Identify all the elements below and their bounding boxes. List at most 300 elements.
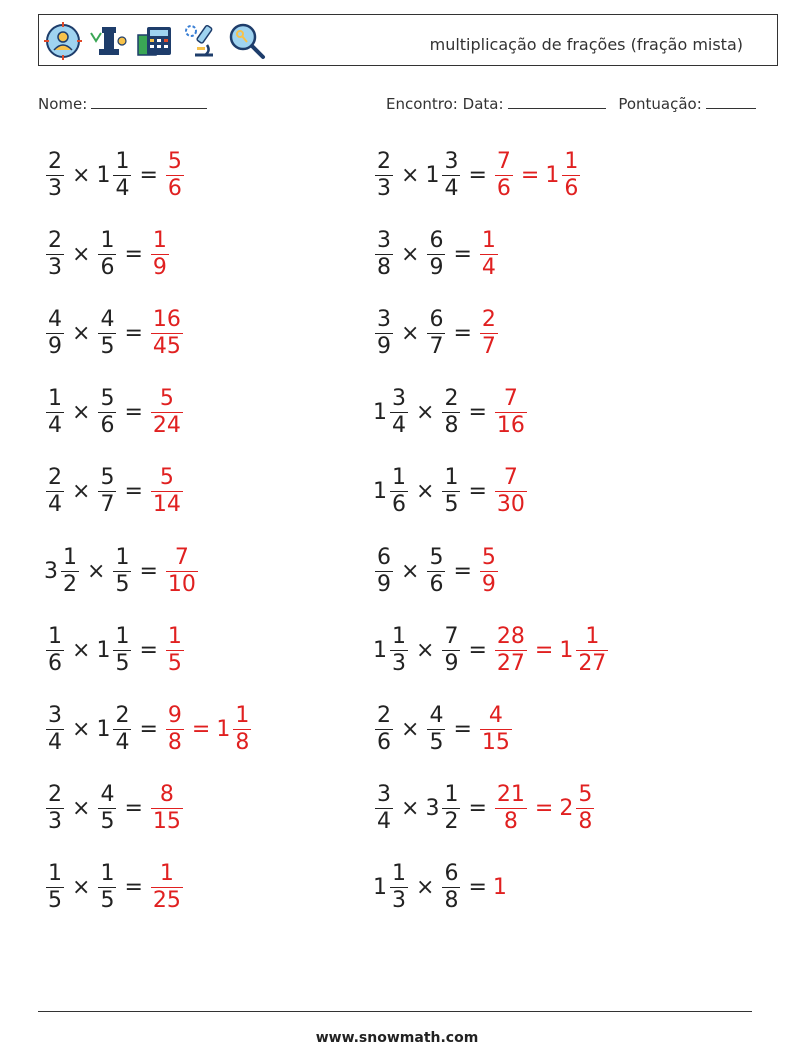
answer-fraction xyxy=(576,624,608,677)
answer-fraction xyxy=(480,703,512,756)
equals-sign: = xyxy=(468,162,487,188)
factor-b-denominator: 5 xyxy=(444,492,459,518)
answer-denominator: 27 xyxy=(578,650,607,676)
score-blank[interactable] xyxy=(706,94,756,109)
factor-a-denominator: 4 xyxy=(48,413,62,439)
answer-number xyxy=(149,386,185,439)
header-icons xyxy=(43,19,267,63)
problem-item xyxy=(373,779,596,839)
equals-sign: = xyxy=(453,716,472,742)
factor-a-fraction xyxy=(46,624,64,677)
answer-numerator: 5 xyxy=(159,465,174,491)
answer-fraction xyxy=(495,782,527,835)
factor-b-denominator: 5 xyxy=(429,729,444,755)
answer xyxy=(478,545,500,598)
factor-a-numerator: 1 xyxy=(48,386,62,412)
factor-a-denominator: 4 xyxy=(392,413,406,439)
factor-b-number xyxy=(96,149,133,202)
factor-b-number xyxy=(96,307,118,360)
factor-a-number xyxy=(373,703,395,756)
equals-sign: = xyxy=(453,241,472,267)
answer-number xyxy=(493,782,529,835)
factor-b-numerator: 1 xyxy=(100,861,115,887)
factor-b-denominator: 2 xyxy=(444,809,459,835)
worksheet-title: multiplicação de frações (fração mista) xyxy=(429,35,743,54)
problem-item xyxy=(373,303,500,363)
answer-numerator: 9 xyxy=(167,702,182,728)
answer-equals-sign: = xyxy=(534,796,554,822)
answer-numerator: 1 xyxy=(152,227,167,253)
factor-b-fraction xyxy=(98,782,116,835)
times-sign: × xyxy=(416,479,435,505)
times-sign: × xyxy=(401,241,420,267)
answer-numerator: 5 xyxy=(578,782,593,808)
answer-whole: 1 xyxy=(545,162,560,188)
equals-sign: = xyxy=(468,875,487,901)
answer-number xyxy=(149,782,185,835)
answer xyxy=(149,861,185,914)
factor-a-number xyxy=(373,307,395,360)
answer-number xyxy=(493,875,508,900)
answer-denominator: 9 xyxy=(152,254,167,280)
factor-a-number xyxy=(44,228,66,281)
problem-item xyxy=(44,145,186,205)
chess-rook-icon xyxy=(89,21,129,61)
answer-whole: 1 xyxy=(559,637,574,663)
times-sign: × xyxy=(72,479,91,505)
factor-a-number xyxy=(44,861,66,914)
equals-sign: = xyxy=(124,400,143,426)
factor-b-number xyxy=(111,545,133,598)
factor-b-fraction xyxy=(98,307,116,360)
equals-sign: = xyxy=(468,479,487,505)
factor-a-fraction xyxy=(46,861,64,914)
factor-b-whole: 1 xyxy=(425,162,440,188)
answer-numerator: 8 xyxy=(159,782,174,808)
factor-b-numerator: 5 xyxy=(100,386,115,412)
factor-a-number xyxy=(44,545,81,598)
equals-sign: = xyxy=(453,320,472,346)
factor-b-numerator: 1 xyxy=(444,782,459,808)
answer-numerator: 1 xyxy=(564,148,579,174)
factor-b-whole: 1 xyxy=(96,162,111,188)
factor-b-denominator: 8 xyxy=(444,413,459,439)
factor-a-numerator: 2 xyxy=(48,465,62,491)
factor-a-whole: 1 xyxy=(373,400,387,426)
answer-number xyxy=(545,149,582,202)
factor-b-denominator: 6 xyxy=(429,571,444,597)
answer-denominator: 6 xyxy=(167,175,182,201)
problem-item xyxy=(373,145,582,205)
factor-b-numerator: 1 xyxy=(115,544,130,570)
problem-item xyxy=(373,541,500,601)
factor-a-denominator: 3 xyxy=(48,254,62,280)
answer-denominator: 16 xyxy=(496,413,525,439)
equals-sign: = xyxy=(453,558,472,584)
equals-sign: = xyxy=(139,162,158,188)
factor-a-fraction xyxy=(375,703,393,756)
answer xyxy=(493,624,610,677)
factor-b-number xyxy=(440,386,462,439)
factor-a-numerator: 2 xyxy=(377,702,391,728)
factor-a-fraction xyxy=(390,861,408,914)
problem-item xyxy=(44,303,185,363)
encounter-fields xyxy=(386,94,756,113)
factor-b-numerator: 1 xyxy=(115,623,130,649)
problem-item xyxy=(373,858,508,918)
magnifier-icon xyxy=(227,21,267,61)
factor-a-whole: 1 xyxy=(373,479,387,505)
answer xyxy=(164,624,186,677)
factor-a-denominator: 6 xyxy=(392,492,406,518)
answer-fraction xyxy=(495,624,527,677)
answer-number xyxy=(164,703,186,756)
factor-a-numerator: 3 xyxy=(392,386,406,412)
factor-b-numerator: 7 xyxy=(444,623,459,649)
times-sign: × xyxy=(72,637,91,663)
problem-item xyxy=(44,462,185,522)
answer xyxy=(164,149,186,202)
factor-a-numerator: 1 xyxy=(392,861,406,887)
problem-item xyxy=(373,462,529,522)
answer-fraction xyxy=(233,703,251,756)
factor-a-denominator: 9 xyxy=(377,333,391,359)
answer-numerator: 4 xyxy=(488,702,503,728)
factor-b-fraction xyxy=(442,465,460,518)
factor-b-number xyxy=(425,703,447,756)
factor-b-number xyxy=(96,228,118,281)
answer-fraction xyxy=(480,307,498,360)
factor-a-denominator: 3 xyxy=(377,175,391,201)
answer-numerator: 1 xyxy=(235,702,250,728)
factor-a-denominator: 9 xyxy=(48,333,62,359)
factor-b-fraction xyxy=(113,703,131,756)
answer xyxy=(149,228,171,281)
answer-fraction xyxy=(480,545,498,598)
factor-b-numerator: 6 xyxy=(429,306,444,332)
factor-b-number xyxy=(425,307,447,360)
factor-b-fraction xyxy=(442,386,460,439)
answer-numerator: 21 xyxy=(496,782,525,808)
factor-b-number xyxy=(96,386,118,439)
factor-b-numerator: 4 xyxy=(100,782,115,808)
factor-a-fraction xyxy=(46,703,64,756)
answer-numerator: 7 xyxy=(496,148,511,174)
factor-b-fraction xyxy=(442,861,460,914)
factor-a-denominator: 3 xyxy=(48,809,62,835)
answer-numerator: 28 xyxy=(496,623,525,649)
answer-numerator: 7 xyxy=(174,544,189,570)
factor-a-numerator: 2 xyxy=(48,782,62,808)
factor-b-numerator: 1 xyxy=(115,148,130,174)
answer-number xyxy=(478,307,500,360)
factor-b-numerator: 4 xyxy=(100,306,115,332)
answer xyxy=(149,307,185,360)
times-sign: × xyxy=(401,716,420,742)
answer-whole: 1 xyxy=(492,875,507,901)
factor-b-denominator: 7 xyxy=(429,333,444,359)
answer-number xyxy=(149,307,185,360)
factor-a-number xyxy=(44,386,66,439)
answer-number xyxy=(493,386,529,439)
factor-b-number xyxy=(425,228,447,281)
factor-a-numerator: 1 xyxy=(48,861,62,887)
factor-b-number xyxy=(96,703,133,756)
problem-item xyxy=(44,541,200,601)
factor-b-fraction xyxy=(427,228,445,281)
factor-b-fraction xyxy=(98,465,116,518)
answer-denominator: 14 xyxy=(152,492,181,518)
answer-fraction xyxy=(576,782,594,835)
factor-a-number xyxy=(373,149,395,202)
factor-a-denominator: 3 xyxy=(392,888,406,914)
equals-sign: = xyxy=(124,241,143,267)
factor-a-denominator: 6 xyxy=(48,650,62,676)
answer-fraction xyxy=(166,703,184,756)
times-sign: × xyxy=(401,320,420,346)
answer-fraction xyxy=(495,386,527,439)
factor-b-denominator: 5 xyxy=(100,333,115,359)
factor-b-numerator: 5 xyxy=(429,544,444,570)
equals-sign: = xyxy=(468,637,487,663)
answer-number xyxy=(216,703,253,756)
factor-b-fraction xyxy=(113,624,131,677)
factor-a-fraction xyxy=(375,307,393,360)
factor-a-fraction xyxy=(375,782,393,835)
answer-denominator: 6 xyxy=(496,175,511,201)
user-target-icon xyxy=(43,21,83,61)
name-label: Nome: xyxy=(38,95,88,113)
factor-b-numerator: 2 xyxy=(444,386,459,412)
factor-a-number xyxy=(44,149,66,202)
factor-b-numerator: 5 xyxy=(100,465,115,491)
factor-b-numerator: 1 xyxy=(100,227,115,253)
problem-item xyxy=(44,620,186,680)
factor-b-denominator: 5 xyxy=(100,809,115,835)
factor-b-fraction xyxy=(427,545,445,598)
factor-b-fraction xyxy=(98,861,116,914)
answer-number xyxy=(478,703,514,756)
answer-whole: 2 xyxy=(559,796,574,822)
factor-b-number xyxy=(425,545,447,598)
answer-number xyxy=(164,624,186,677)
answer-denominator: 4 xyxy=(481,254,496,280)
factor-b-denominator: 7 xyxy=(100,492,115,518)
answer-number xyxy=(493,624,529,677)
answer-number xyxy=(164,149,186,202)
factor-a-number xyxy=(44,465,66,518)
equals-sign: = xyxy=(468,400,487,426)
factor-a-numerator: 1 xyxy=(392,623,406,649)
date-label: Data: xyxy=(462,95,504,113)
factor-b-fraction xyxy=(113,545,131,598)
factor-a-fraction xyxy=(390,465,408,518)
factor-a-number xyxy=(373,624,410,677)
equals-sign: = xyxy=(468,796,487,822)
answer-fraction xyxy=(151,782,183,835)
factor-b-fraction xyxy=(427,307,445,360)
factor-a-whole: 1 xyxy=(373,875,387,901)
factor-a-denominator: 4 xyxy=(377,809,391,835)
factor-b-denominator: 9 xyxy=(444,650,459,676)
microscope-icon xyxy=(181,21,221,61)
answer-denominator: 10 xyxy=(167,571,196,597)
answer-denominator: 15 xyxy=(481,729,510,755)
answer xyxy=(164,545,200,598)
factor-a-whole: 3 xyxy=(44,558,58,584)
footer-url: www.snowmath.com xyxy=(315,1030,479,1046)
factor-a-numerator: 4 xyxy=(48,306,62,332)
answer-denominator: 7 xyxy=(481,333,496,359)
factor-a-number xyxy=(44,782,66,835)
factor-a-numerator: 1 xyxy=(392,465,406,491)
factor-b-denominator: 6 xyxy=(100,413,115,439)
factor-a-fraction xyxy=(46,386,64,439)
factor-b-fraction xyxy=(442,782,460,835)
answer-denominator: 8 xyxy=(578,809,593,835)
answer xyxy=(478,703,514,756)
answer xyxy=(493,386,529,439)
factor-b-number xyxy=(96,861,118,914)
answer xyxy=(493,149,582,202)
answer-numerator: 2 xyxy=(481,306,496,332)
times-sign: × xyxy=(416,637,435,663)
factor-a-denominator: 8 xyxy=(377,254,391,280)
answer-numerator: 1 xyxy=(585,623,600,649)
factor-b-fraction xyxy=(427,703,445,756)
answer-numerator: 5 xyxy=(167,148,182,174)
factor-a-fraction xyxy=(46,307,64,360)
factor-a-number xyxy=(373,545,395,598)
answer-denominator: 6 xyxy=(564,175,579,201)
equals-sign: = xyxy=(139,716,158,742)
factor-a-numerator: 1 xyxy=(63,544,77,570)
factor-b-denominator: 4 xyxy=(115,175,130,201)
factor-b-numerator: 6 xyxy=(429,227,444,253)
date-blank[interactable] xyxy=(508,94,606,109)
answer-fraction xyxy=(151,465,183,518)
factor-a-denominator: 9 xyxy=(377,571,391,597)
factor-b-number xyxy=(425,149,462,202)
factor-a-numerator: 3 xyxy=(377,306,391,332)
factor-b-fraction xyxy=(442,149,460,202)
equals-sign: = xyxy=(124,320,143,346)
factor-b-numerator: 2 xyxy=(115,702,130,728)
times-sign: × xyxy=(401,162,420,188)
factor-a-number xyxy=(373,782,395,835)
problem-item xyxy=(44,779,185,839)
answer-fraction xyxy=(480,228,498,281)
times-sign: × xyxy=(416,400,435,426)
factor-b-denominator: 5 xyxy=(115,650,130,676)
answer-number xyxy=(478,228,500,281)
problem-item xyxy=(373,620,610,680)
factor-a-fraction xyxy=(61,545,79,598)
answer-number xyxy=(478,545,500,598)
answer-numerator: 7 xyxy=(503,465,518,491)
problem-item xyxy=(44,858,185,918)
equals-sign: = xyxy=(139,637,158,663)
answer-number xyxy=(559,624,610,677)
answer-equals-sign: = xyxy=(534,637,554,663)
times-sign: × xyxy=(401,558,420,584)
answer-number xyxy=(149,465,185,518)
factor-b-number xyxy=(96,624,133,677)
times-sign: × xyxy=(72,875,91,901)
factor-b-whole: 1 xyxy=(96,716,111,742)
factor-b-whole: 3 xyxy=(425,796,440,822)
answer-fraction xyxy=(151,386,183,439)
factor-b-denominator: 9 xyxy=(429,254,444,280)
factor-b-denominator: 4 xyxy=(444,175,459,201)
answer-number xyxy=(164,545,200,598)
answer-numerator: 1 xyxy=(167,623,182,649)
factor-a-denominator: 2 xyxy=(63,571,77,597)
answer-number xyxy=(149,861,185,914)
factor-a-fraction xyxy=(375,149,393,202)
name-blank[interactable] xyxy=(91,94,207,109)
factor-a-numerator: 3 xyxy=(48,702,62,728)
factor-a-numerator: 3 xyxy=(377,227,391,253)
factor-b-denominator: 8 xyxy=(444,888,459,914)
times-sign: × xyxy=(416,875,435,901)
name-field xyxy=(38,94,207,113)
factor-b-number xyxy=(440,465,462,518)
times-sign: × xyxy=(72,796,91,822)
factor-a-number xyxy=(373,861,410,914)
answer-number xyxy=(559,782,596,835)
factor-a-fraction xyxy=(390,624,408,677)
factor-a-denominator: 4 xyxy=(48,492,62,518)
times-sign: × xyxy=(72,162,91,188)
factor-a-fraction xyxy=(46,149,64,202)
equals-sign: = xyxy=(139,558,158,584)
problem-item xyxy=(44,699,253,759)
problem-item xyxy=(44,383,185,443)
problem-item xyxy=(373,699,514,759)
factor-a-denominator: 5 xyxy=(48,888,62,914)
factor-a-number xyxy=(44,703,66,756)
factor-a-denominator: 6 xyxy=(377,729,391,755)
calculator-icon xyxy=(135,21,175,61)
answer-numerator: 16 xyxy=(152,306,181,332)
answer-number xyxy=(149,228,171,281)
factor-a-numerator: 2 xyxy=(48,227,62,253)
answer-fraction xyxy=(151,307,183,360)
answer-denominator: 27 xyxy=(496,650,525,676)
answer-fraction xyxy=(495,149,513,202)
answer-fraction xyxy=(151,861,183,914)
factor-a-fraction xyxy=(46,228,64,281)
answer-fraction xyxy=(166,624,184,677)
answer-fraction xyxy=(562,149,580,202)
answer-denominator: 8 xyxy=(503,809,518,835)
factor-a-numerator: 3 xyxy=(377,782,391,808)
answer-fraction xyxy=(495,465,527,518)
factor-a-number xyxy=(44,307,66,360)
factor-a-fraction xyxy=(375,228,393,281)
factor-b-whole: 1 xyxy=(96,637,111,663)
footer-divider xyxy=(38,1011,752,1012)
answer-denominator: 45 xyxy=(152,333,181,359)
times-sign: × xyxy=(72,241,91,267)
answer-denominator: 30 xyxy=(496,492,525,518)
factor-b-fraction xyxy=(98,386,116,439)
worksheet-header xyxy=(38,14,778,66)
answer xyxy=(493,875,508,900)
factor-a-number xyxy=(373,386,410,439)
factor-b-numerator: 6 xyxy=(444,861,459,887)
